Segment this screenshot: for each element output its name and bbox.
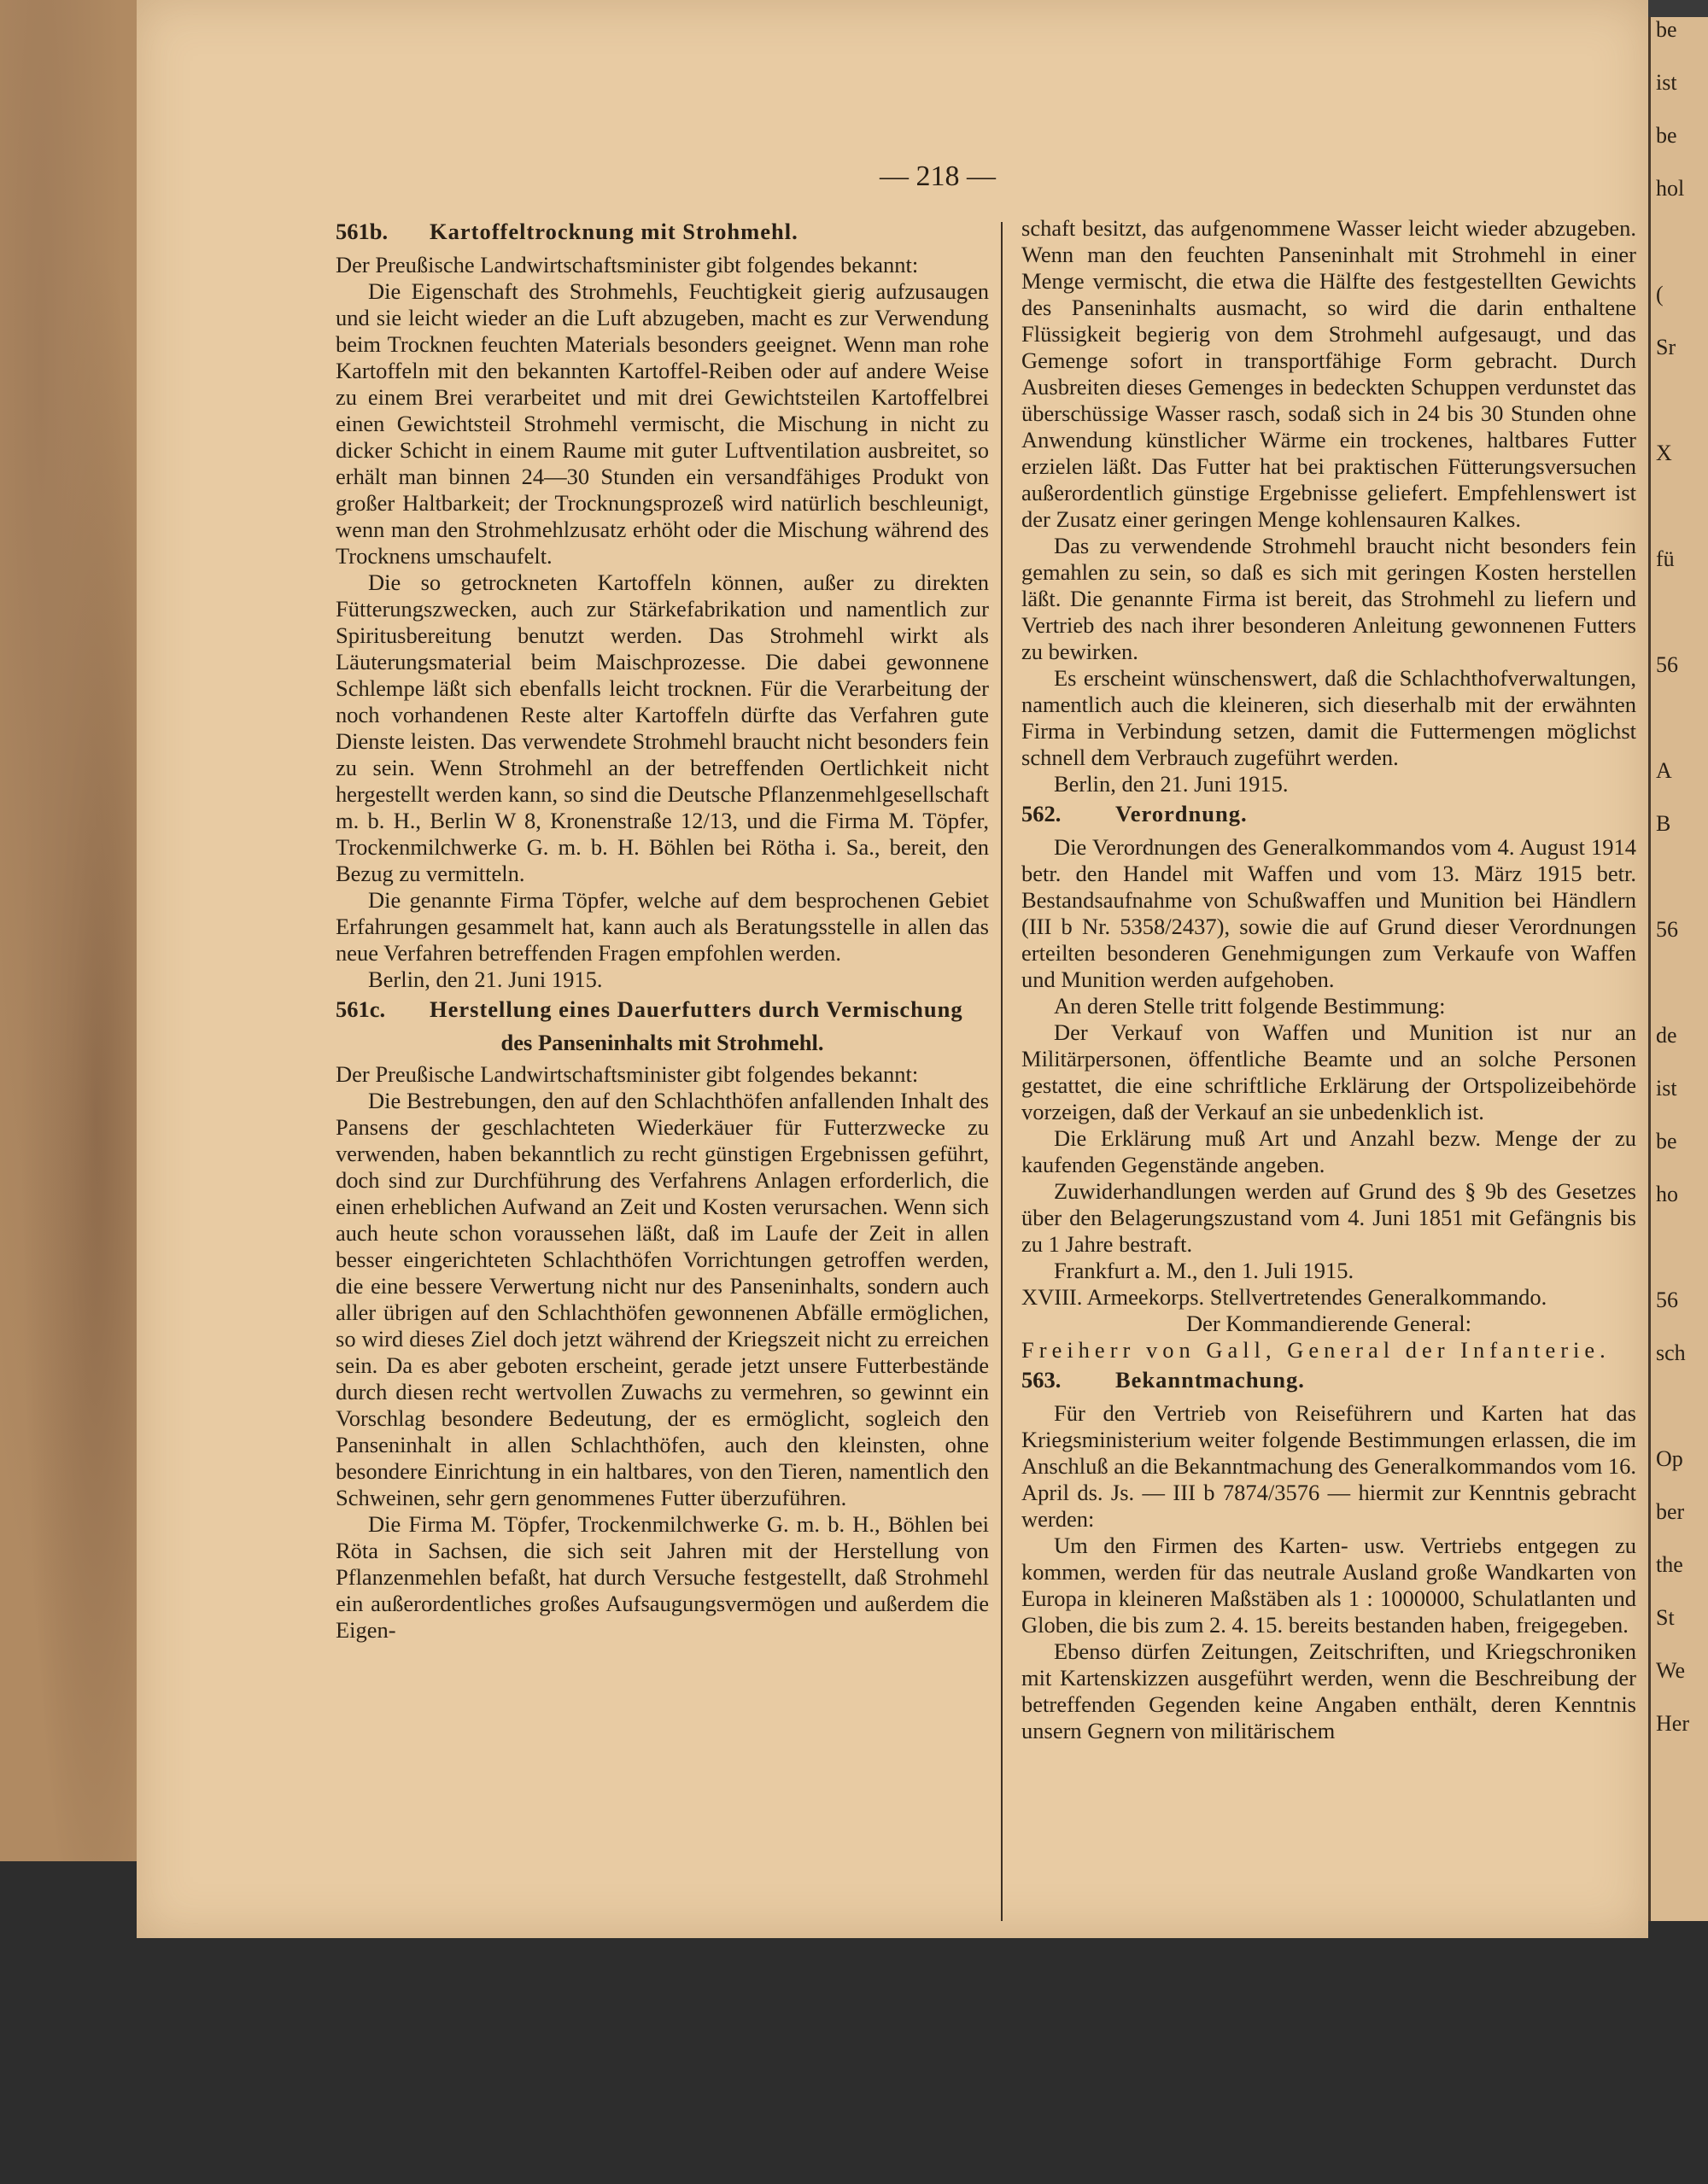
section-heading	[1021, 801, 1636, 827]
adjacent-page-fragment: Her	[1656, 1711, 1689, 1736]
paragraph: Der Preußische Landwirtschaftsminister gibt folgendes bekannt:	[336, 1061, 919, 1087]
paragraph: Es erscheint wünschenswert, daß die Schlachthofverwaltungen, namentlich auch die kleineren, sich dieserhalb mit der erwähnten Firma in Verbindung setzen, damit die Futtermengen möglichst schnell dem Verbrauch zugeführt werden.	[1021, 665, 1636, 770]
paragraph: An deren Stelle tritt folgende Bestimmung:	[1054, 993, 1446, 1019]
adjacent-page-fragment	[1656, 864, 1708, 917]
paragraph: Berlin, den 21. Juni 1915.	[368, 966, 603, 992]
paragraph: Ebenso dürfen Zeitungen, Zeitschriften, und Kriegschroniken mit Kartenskizzen ausgeführt werden, wenn die Beschreibung der betreffenden Gegenden keine Angaben enthält, deren Kenntnis unsern Gegnern von militärischem	[1021, 1638, 1636, 1743]
paragraph: Das zu verwendende Strohmehl braucht nicht besonders fein gemahlen zu sein, so daß es sich mit geringen Kosten herstellen läßt. Die genannte Firma ist bereit, das Strohmehl zu liefern und Vertrieb des nach ihrer besonderen Anleitung gewonnenen Futters zu bewirken.	[1021, 533, 1636, 664]
section-number: 563.	[1021, 1367, 1062, 1393]
adjacent-page-fragment: fü	[1656, 546, 1675, 571]
adjacent-page-fragment: A	[1656, 758, 1672, 783]
adjacent-page-fragment: ber	[1656, 1499, 1685, 1524]
paragraph: Die genannte Firma Töpfer, welche auf dem besprochenen Gebiet Erfahrungen gesammelt hat, kann auch als Beratungsstelle in allen das neue Verfahren betreffenden Fragen empfohlen werden.	[336, 887, 989, 966]
adjacent-page-fragment: We	[1656, 1658, 1685, 1683]
adjacent-page-fragment: de	[1656, 1023, 1677, 1048]
adjacent-page-fragment	[1656, 970, 1708, 1023]
adjacent-page-fragment: ist	[1656, 70, 1677, 95]
section-title-continued: des Panseninhalts mit Strohmehl.	[500, 1030, 824, 1055]
adjacent-page-fragment: the	[1656, 1552, 1683, 1577]
section-title: Kartoffeltrocknung mit Strohmehl.	[430, 219, 798, 244]
right-column	[1021, 215, 1636, 1744]
adjacent-page-fragment: 56	[1656, 652, 1678, 677]
adjacent-page-fragment: sch	[1656, 1340, 1686, 1365]
paragraph: Um den Firmen des Karten- usw. Vertriebs entgegen zu kommen, werden für das neutrale Ausland große Wandkarten von Europa in kleineren Maßstäben als 1 : 1000000, Schulatlanten und Globen, die bis zum 2. 4. 15. bereits bestanden haben, freigegeben.	[1021, 1533, 1636, 1638]
adjacent-page-fragment: Op	[1656, 1446, 1683, 1471]
adjacent-page-fragment	[1656, 229, 1708, 282]
paragraph: Die Eigenschaft des Strohmehls, Feuchtigkeit gierig aufzusaugen und sie leicht wieder an die Luft abzugeben, macht es zur Verwendung beim Trocknen feuchten Materials besonders geeignet. Wenn man rohe Kartoffeln mit den bekannten Kartoffel-Reiben oder auf andere Weise zu einem Brei verarbeitet und mit drei Gewichtsteilen Kartoffelbrei einen Gewichtsteil Strohmehl vermischt, die Mischung in nicht zu dicker Schicht in einem Raume mit guter Luftventilation ausbreitet, so erhält man binnen 24—30 Stunden ein versandfähiges Produkt von großer Haltbarkeit; der Trocknungsprozeß wird natürlich beschleunigt, wenn man den Strohmehlzusatz erhöht oder die Mischung während des Trocknens umschaufelt.	[336, 278, 989, 569]
page-number: — 218 —	[880, 161, 996, 192]
adjacent-page-fragment	[1656, 705, 1708, 758]
section-heading	[336, 996, 989, 1023]
adjacent-page-fragment: 56	[1656, 917, 1678, 942]
adjacent-page-fragment: Sr	[1656, 335, 1676, 359]
paragraph: Die so getrockneten Kartoffeln können, außer zu direkten Fütterungszwecken, auch zur Stärkefabrikation und namentlich zur Spiritusbereitung benutzt werden. Das Strohmehl wirkt als Läuterungsmaterial beim Maischprozesse. Die dabei gewonnene Schlempe läßt sich ebenfalls leicht trocknen. Für die Verarbeitung der noch vorhandenen Reste alter Kartoffeln dürfte das Verfahren gute Dienste leisten. Das verwendete Strohmehl braucht nicht besonders fein zu sein. Wenn Strohmehl an der betreffenden Oertlichkeit nicht hergestellt werden kann, so sind die Deutsche Pflanzenmehlgesellschaft m. b. H., Berlin W 8, Kronenstraße 12/13, und die Firma M. Töpfer, Trockenmilchwerke G. m. b. H. Böhlen bei Rötha i. Sa., bereit, den Bezug zu vermitteln.	[336, 569, 989, 886]
adjacent-page-fragment: ist	[1656, 1076, 1677, 1101]
adjacent-page-fragment	[1656, 1235, 1708, 1288]
section-title: Bekanntmachung.	[1115, 1367, 1305, 1393]
paragraph: XVIII. Armeekorps. Stellvertretendes Generalkommando.	[1021, 1284, 1547, 1310]
adjacent-page-fragment: be	[1656, 17, 1677, 42]
paragraph: Zuwiderhandlungen werden auf Grund des § 9b des Gesetzes über den Belagerungszustand vom 4. Juni 1851 mit Gefängnis bis zu 1 Jahre bestraft.	[1021, 1178, 1636, 1257]
adjacent-page-fragment: ho	[1656, 1182, 1678, 1206]
paragraph: Der Preußische Landwirtschaftsminister gibt folgendes bekannt:	[336, 252, 919, 277]
adjacent-page-fragment	[1656, 493, 1708, 546]
adjacent-page-fragment	[1656, 599, 1708, 652]
section-heading	[1021, 1367, 1636, 1393]
adjacent-page-fragment: be	[1656, 1129, 1677, 1153]
section-number: 561b.	[336, 219, 389, 244]
paragraph: schaft besitzt, das aufgenommene Wasser leicht wieder abzugeben. Wenn man den feuchten Panseninhalt mit Strohmehl in einer Menge vermischt, die etwa die Hälfte des festgestellten Gewichts des Panseninhalts ausmacht, so wird die darin enthaltene Flüssigkeit begierig von dem Strohmehl aufgesaugt, und das Gemenge sofort in transportfähige Form gebracht. Durch Ausbreiten dieses Gemenges in bedeckten Schuppen verdunstet das überschüssige Wasser rasch, sodaß sich in 24 bis 30 Stunden ohne Anwendung künstlicher Wärme ein trockenes, haltbares Futter erzielen läßt. Das Futter hat bei praktischen Fütterungsversuchen außerordentlich günstige Ergebnisse geliefert. Empfehlenswert ist der Zusatz einer geringen Menge kohlensauren Kalkes.	[1021, 215, 1636, 532]
adjacent-page-fragment: (	[1656, 282, 1664, 307]
adjacent-page-fragment: St	[1656, 1605, 1675, 1630]
column-divider	[1001, 222, 1003, 1921]
adjacent-page-fragment: be	[1656, 123, 1677, 148]
adjacent-page-fragment: B	[1656, 811, 1671, 836]
adjacent-page-fragment	[1656, 388, 1708, 441]
section-title: Verordnung.	[1115, 801, 1248, 826]
paragraph: Für den Vertrieb von Reiseführern und Karten hat das Kriegsministerium weiter folgende Bestimmungen erlassen, die im Anschluß an die Bekanntmachung des Generalkommandos vom 16. April ds. Js. — III b 7874/3576 — hiermit zur Kenntnis gebracht werden:	[1021, 1400, 1636, 1532]
section-number: 561c.	[336, 996, 386, 1022]
paragraph: Die Bestrebungen, den auf den Schlachthöfen anfallenden Inhalt des Pansens der geschlachteten Wiederkäuer für Futterzwecke zu verwenden, haben bekanntlich zu recht günstigen Ergebnissen geführt, doch sind zur Durchführung des Verfahrens Anlagen erforderlich, die einen erheblichen Aufwand an Zeit und Kosten verursachen. Wenn sich auch heute schon voraussehen läßt, daß im Laufe der Zeit in allen besser eingerichteten Schlachthöfen Vorrichtungen getroffen werden, die eine bessere Verwertung nicht nur des Panseninhalts, sondern auch aller übrigen auf den Schlachthöfen gewonnenen Abfälle ermöglichen, so wird dieses Ziel doch jetzt während der Kriegszeit nicht zu erreichen sein. Da es aber geboten erscheint, gerade jetzt unsere Futterbestände durch diesen recht wertvollen Zuwachs zu vermehren, so gewinnt ein Vorschlag besondere Bedeutung, der es ermöglicht, sogleich den Panseninhalt in allen Schlachthöfen, auch den kleinsten, ohne besondere Einrichtung in ein haltbares, von den Tieren, namentlich den Schweinen, sehr gern genommenes Futter überzuführen.	[336, 1088, 989, 1510]
paragraph: Die Erklärung muß Art und Anzahl bezw. Menge der zu kaufenden Gegenstände angeben.	[1021, 1125, 1636, 1177]
section-heading	[336, 219, 989, 245]
paragraph: Frankfurt a. M., den 1. Juli 1915.	[1054, 1258, 1354, 1283]
paragraph: Berlin, den 21. Juni 1915.	[1054, 771, 1289, 797]
paragraph: Der Kommandierende General:	[1185, 1311, 1472, 1336]
section-number: 562.	[1021, 801, 1062, 826]
adjacent-page-fragment: hol	[1656, 176, 1685, 201]
paragraph: Die Verordnungen des Generalkommandos vom 4. August 1914 betr. den Handel mit Waffen und vom 13. März 1915 betr. Bestandsaufnahme von Schußwaffen und Munition bei Händlern (III b Nr. 5358/2437), sowie die auf Grund dieser Verordnungen erteilten besonderen Genehmigungen zum Verkaufe von Waffen und Munition werden aufgehoben.	[1021, 834, 1636, 992]
adjacent-page-fragment: X	[1656, 441, 1672, 465]
paragraph: Freiherr von Gall, General der Infanterie.	[1021, 1337, 1611, 1363]
book-binding	[0, 0, 137, 1861]
paragraph: Die Firma M. Töpfer, Trockenmilchwerke G. m. b. H., Böhlen bei Röta in Sachsen, die sich seit Jahren mit der Herstellung von Pflanzenmehlen befaßt, hat durch Versuche festgestellt, daß Strohmehl ein außerordentliches großes Aufsaugungsvermögen und außerdem die Eigen-	[336, 1511, 989, 1643]
adjacent-page-fragment	[1656, 1393, 1708, 1446]
section-title: Herstellung eines Dauerfutters durch Vermischung	[430, 996, 963, 1022]
paragraph: Der Verkauf von Waffen und Munition ist nur an Militärpersonen, öffentliche Beamte und an solche Personen gestattet, die eine schriftliche Erklärung der Ortspolizeibehörde vorzeigen, daß der Verkauf an sie unbedenklich ist.	[1021, 1019, 1636, 1124]
adjacent-page-edge	[1648, 17, 1708, 1921]
left-column	[336, 215, 989, 1644]
adjacent-page-fragment: 56	[1656, 1288, 1678, 1312]
